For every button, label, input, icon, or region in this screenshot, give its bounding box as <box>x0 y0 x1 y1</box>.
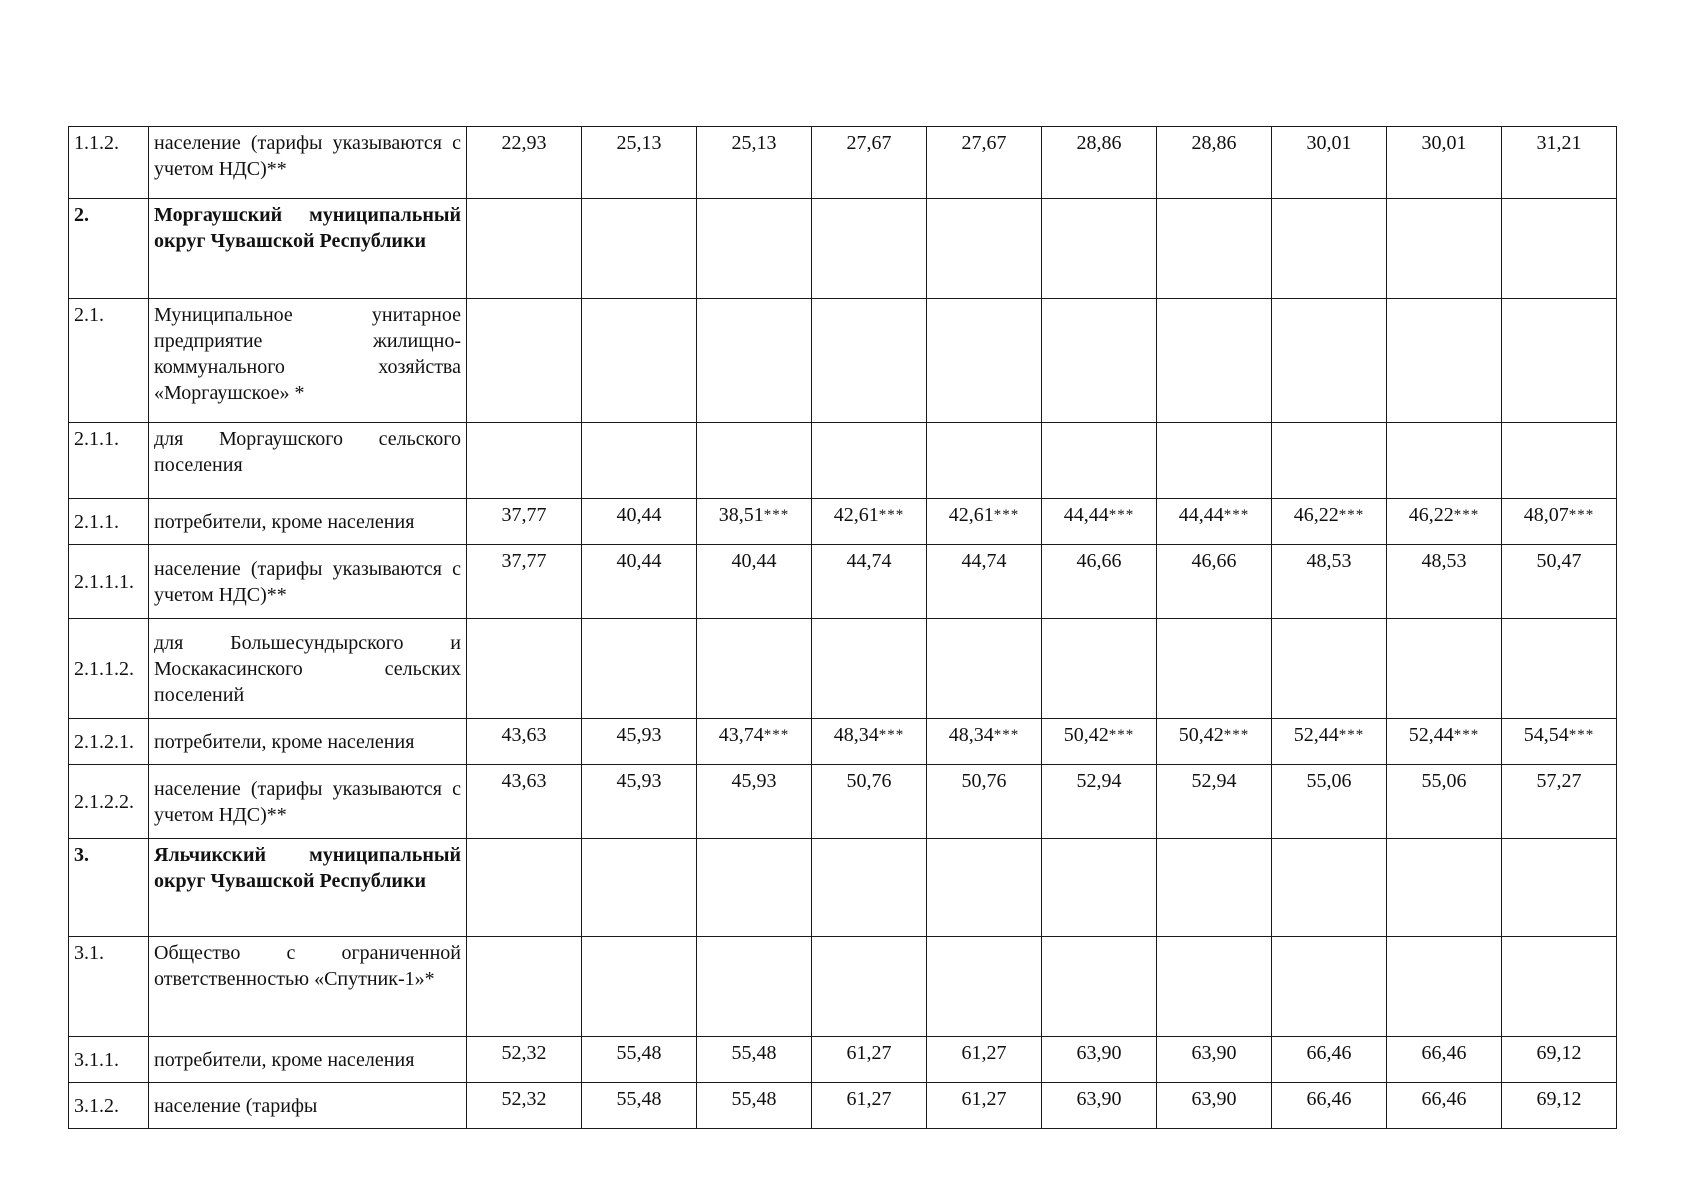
tariff-value-cell: 52,32 <box>467 1083 582 1129</box>
table-row <box>69 299 1617 423</box>
table-row <box>69 199 1617 299</box>
row-name-cell: для Большесундырского и Москакасинского сельских поселений <box>149 619 467 719</box>
footnote-marker: *** <box>1223 507 1250 523</box>
tariff-value-cell: 50,47 <box>1502 545 1617 619</box>
tariff-value-cell <box>1042 937 1157 1037</box>
tariff-value-cell <box>582 619 697 719</box>
tariff-value-cell <box>1272 199 1387 299</box>
row-number-cell: 3.1.1. <box>69 1037 149 1083</box>
footnote-marker: *** <box>878 507 905 523</box>
footnote-marker: *** <box>1453 727 1480 743</box>
tariff-value-cell: 57,27 <box>1502 765 1617 839</box>
tariff-value-cell: 43,74*** <box>697 719 812 765</box>
footnote-marker: *** <box>1108 507 1135 523</box>
tariff-value-cell <box>927 423 1042 499</box>
row-name-cell: население (тарифы указываются с учетом НДС)** <box>149 765 467 839</box>
tariff-value-cell <box>1502 199 1617 299</box>
table-row <box>69 765 1617 839</box>
tariff-value-cell <box>1502 619 1617 719</box>
row-number-cell: 2.1.1. <box>69 499 149 545</box>
tariff-value-cell: 28,86 <box>1157 127 1272 199</box>
tariff-value-cell: 63,90 <box>1042 1083 1157 1129</box>
tariff-value-cell: 55,06 <box>1272 765 1387 839</box>
tariff-value-cell: 52,32 <box>467 1037 582 1083</box>
tariff-value-cell <box>1042 199 1157 299</box>
tariff-value-cell: 61,27 <box>812 1083 927 1129</box>
table-row <box>69 423 1617 499</box>
tariff-value-cell: 46,66 <box>1157 545 1272 619</box>
table-row <box>69 839 1617 937</box>
footnote-marker: *** <box>993 727 1020 743</box>
tariff-value-cell <box>1502 937 1617 1037</box>
footnote-marker: *** <box>993 507 1020 523</box>
tariff-value-cell <box>1042 423 1157 499</box>
tariff-value-cell: 52,44*** <box>1387 719 1502 765</box>
tariff-value-cell: 45,93 <box>582 719 697 765</box>
tariff-value-cell <box>1157 937 1272 1037</box>
tariff-value-cell <box>582 423 697 499</box>
tariff-value-cell: 66,46 <box>1272 1083 1387 1129</box>
tariff-value-cell <box>467 839 582 937</box>
table-body <box>69 127 1617 1129</box>
tariff-value-cell: 44,44*** <box>1157 499 1272 545</box>
tariff-value-cell <box>927 619 1042 719</box>
tariff-value-cell: 63,90 <box>1157 1083 1272 1129</box>
tariff-value-cell: 61,27 <box>812 1037 927 1083</box>
tariff-value-cell <box>927 299 1042 423</box>
document-page <box>68 126 1616 1129</box>
tariff-value-cell <box>1502 423 1617 499</box>
tariff-value-cell <box>1387 619 1502 719</box>
tariff-value-cell <box>1272 423 1387 499</box>
tariff-value-cell: 50,76 <box>927 765 1042 839</box>
row-name-cell: потребители, кроме населения <box>149 1037 467 1083</box>
tariff-value-cell: 40,44 <box>582 499 697 545</box>
tariff-value-cell: 25,13 <box>582 127 697 199</box>
tariff-value-cell <box>1272 619 1387 719</box>
tariff-value-cell: 48,34*** <box>812 719 927 765</box>
tariff-value-cell: 22,93 <box>467 127 582 199</box>
tariff-value-cell: 44,44*** <box>1042 499 1157 545</box>
tariff-value-cell: 50,76 <box>812 765 927 839</box>
footnote-marker: *** <box>878 727 905 743</box>
table-row <box>69 545 1617 619</box>
tariff-value-cell: 28,86 <box>1042 127 1157 199</box>
tariff-value-cell <box>812 299 927 423</box>
tariff-value-cell <box>1157 839 1272 937</box>
tariff-value-cell: 46,22*** <box>1387 499 1502 545</box>
tariff-value-cell: 40,44 <box>697 545 812 619</box>
tariff-value-cell: 37,77 <box>467 545 582 619</box>
tariff-value-cell: 61,27 <box>927 1083 1042 1129</box>
tariff-value-cell: 30,01 <box>1387 127 1502 199</box>
tariff-value-cell <box>467 199 582 299</box>
tariff-value-cell: 44,74 <box>927 545 1042 619</box>
tariff-value-cell: 42,61*** <box>927 499 1042 545</box>
tariff-value-cell: 40,44 <box>582 545 697 619</box>
tariff-value-cell <box>697 423 812 499</box>
tariff-value-cell <box>1272 937 1387 1037</box>
row-number-cell: 2.1.1. <box>69 423 149 499</box>
tariff-value-cell <box>1042 619 1157 719</box>
tariff-table <box>68 126 1617 1129</box>
tariff-value-cell: 69,12 <box>1502 1037 1617 1083</box>
tariff-value-cell <box>697 619 812 719</box>
row-number-cell: 2. <box>69 199 149 299</box>
tariff-value-cell: 54,54*** <box>1502 719 1617 765</box>
footnote-marker: *** <box>1108 727 1135 743</box>
tariff-value-cell <box>697 299 812 423</box>
tariff-value-cell: 52,44*** <box>1272 719 1387 765</box>
tariff-value-cell: 43,63 <box>467 719 582 765</box>
tariff-value-cell: 25,13 <box>697 127 812 199</box>
tariff-value-cell <box>1387 299 1502 423</box>
tariff-value-cell: 27,67 <box>927 127 1042 199</box>
tariff-value-cell: 45,93 <box>697 765 812 839</box>
tariff-value-cell <box>927 839 1042 937</box>
row-number-cell: 3.1. <box>69 937 149 1037</box>
tariff-value-cell <box>1502 839 1617 937</box>
tariff-value-cell: 30,01 <box>1272 127 1387 199</box>
tariff-value-cell <box>582 299 697 423</box>
tariff-value-cell: 55,48 <box>697 1037 812 1083</box>
tariff-value-cell: 50,42*** <box>1157 719 1272 765</box>
table-row <box>69 619 1617 719</box>
row-number-cell: 2.1.1.1. <box>69 545 149 619</box>
tariff-value-cell <box>467 619 582 719</box>
row-name-cell: для Моргаушского сельского поселения <box>149 423 467 499</box>
tariff-value-cell <box>582 839 697 937</box>
tariff-value-cell: 55,48 <box>582 1083 697 1129</box>
row-name-cell: Яльчикский муниципальный округ Чувашской Республики <box>149 839 467 937</box>
tariff-value-cell: 66,46 <box>1387 1083 1502 1129</box>
tariff-value-cell: 52,94 <box>1157 765 1272 839</box>
tariff-value-cell: 45,93 <box>582 765 697 839</box>
tariff-value-cell: 44,74 <box>812 545 927 619</box>
row-name-cell: население (тарифы указываются с учетом НДС)** <box>149 127 467 199</box>
tariff-value-cell <box>697 199 812 299</box>
tariff-value-cell: 55,48 <box>582 1037 697 1083</box>
row-name-cell: Муниципальное унитарное предприятие жилищно-коммунального хозяйства «Моргаушское» * <box>149 299 467 423</box>
row-number-cell: 3.1.2. <box>69 1083 149 1129</box>
tariff-value-cell <box>697 839 812 937</box>
tariff-value-cell: 50,42*** <box>1042 719 1157 765</box>
row-number-cell: 1.1.2. <box>69 127 149 199</box>
tariff-value-cell <box>1387 199 1502 299</box>
tariff-value-cell: 69,12 <box>1502 1083 1617 1129</box>
table-row <box>69 937 1617 1037</box>
tariff-value-cell: 46,66 <box>1042 545 1157 619</box>
row-name-cell: Общество с ограниченной ответственностью «Спутник-1»* <box>149 937 467 1037</box>
tariff-value-cell <box>1387 839 1502 937</box>
table-row <box>69 127 1617 199</box>
table-row <box>69 1037 1617 1083</box>
tariff-value-cell: 48,34*** <box>927 719 1042 765</box>
tariff-value-cell <box>582 199 697 299</box>
tariff-value-cell <box>697 937 812 1037</box>
tariff-value-cell: 63,90 <box>1042 1037 1157 1083</box>
tariff-value-cell: 48,53 <box>1387 545 1502 619</box>
tariff-value-cell <box>1042 299 1157 423</box>
row-name-cell: население (тарифы указываются с учетом НДС)** <box>149 545 467 619</box>
row-name-cell: население (тарифы <box>149 1083 467 1129</box>
tariff-value-cell: 66,46 <box>1272 1037 1387 1083</box>
tariff-value-cell: 38,51*** <box>697 499 812 545</box>
tariff-value-cell: 27,67 <box>812 127 927 199</box>
tariff-value-cell <box>927 937 1042 1037</box>
tariff-value-cell <box>467 423 582 499</box>
tariff-value-cell <box>582 937 697 1037</box>
tariff-value-cell: 42,61*** <box>812 499 927 545</box>
footnote-marker: *** <box>1338 727 1365 743</box>
tariff-value-cell: 63,90 <box>1157 1037 1272 1083</box>
tariff-value-cell <box>467 937 582 1037</box>
tariff-value-cell <box>927 199 1042 299</box>
tariff-value-cell: 55,48 <box>697 1083 812 1129</box>
row-number-cell: 3. <box>69 839 149 937</box>
tariff-value-cell: 37,77 <box>467 499 582 545</box>
table-row <box>69 1083 1617 1129</box>
tariff-value-cell: 48,53 <box>1272 545 1387 619</box>
table-row <box>69 499 1617 545</box>
tariff-value-cell <box>1157 199 1272 299</box>
tariff-value-cell <box>1157 423 1272 499</box>
footnote-marker: *** <box>1338 507 1365 523</box>
tariff-value-cell: 46,22*** <box>1272 499 1387 545</box>
tariff-value-cell <box>1387 937 1502 1037</box>
row-number-cell: 2.1.2.1. <box>69 719 149 765</box>
tariff-value-cell <box>1042 839 1157 937</box>
tariff-value-cell <box>1272 299 1387 423</box>
tariff-value-cell <box>812 199 927 299</box>
row-name-cell: Моргаушский муниципальный округ Чувашской Республики <box>149 199 467 299</box>
tariff-value-cell <box>1157 299 1272 423</box>
row-number-cell: 2.1.2.2. <box>69 765 149 839</box>
footnote-marker: *** <box>1453 507 1480 523</box>
footnote-marker: *** <box>1223 727 1250 743</box>
tariff-value-cell <box>812 839 927 937</box>
row-number-cell: 2.1. <box>69 299 149 423</box>
row-name-cell: потребители, кроме населения <box>149 499 467 545</box>
tariff-value-cell: 52,94 <box>1042 765 1157 839</box>
tariff-value-cell: 66,46 <box>1387 1037 1502 1083</box>
footnote-marker: *** <box>763 727 790 743</box>
tariff-value-cell <box>1502 299 1617 423</box>
tariff-value-cell: 48,07*** <box>1502 499 1617 545</box>
tariff-value-cell: 61,27 <box>927 1037 1042 1083</box>
footnote-marker: *** <box>763 507 790 523</box>
tariff-value-cell <box>1272 839 1387 937</box>
row-name-cell: потребители, кроме населения <box>149 719 467 765</box>
footnote-marker: *** <box>1568 507 1595 523</box>
tariff-value-cell: 55,06 <box>1387 765 1502 839</box>
tariff-value-cell <box>812 937 927 1037</box>
row-number-cell: 2.1.1.2. <box>69 619 149 719</box>
tariff-value-cell <box>1387 423 1502 499</box>
tariff-value-cell <box>1157 619 1272 719</box>
tariff-value-cell <box>467 299 582 423</box>
tariff-value-cell <box>812 423 927 499</box>
tariff-value-cell: 43,63 <box>467 765 582 839</box>
tariff-value-cell: 31,21 <box>1502 127 1617 199</box>
footnote-marker: *** <box>1568 727 1595 743</box>
tariff-value-cell <box>812 619 927 719</box>
table-row <box>69 719 1617 765</box>
